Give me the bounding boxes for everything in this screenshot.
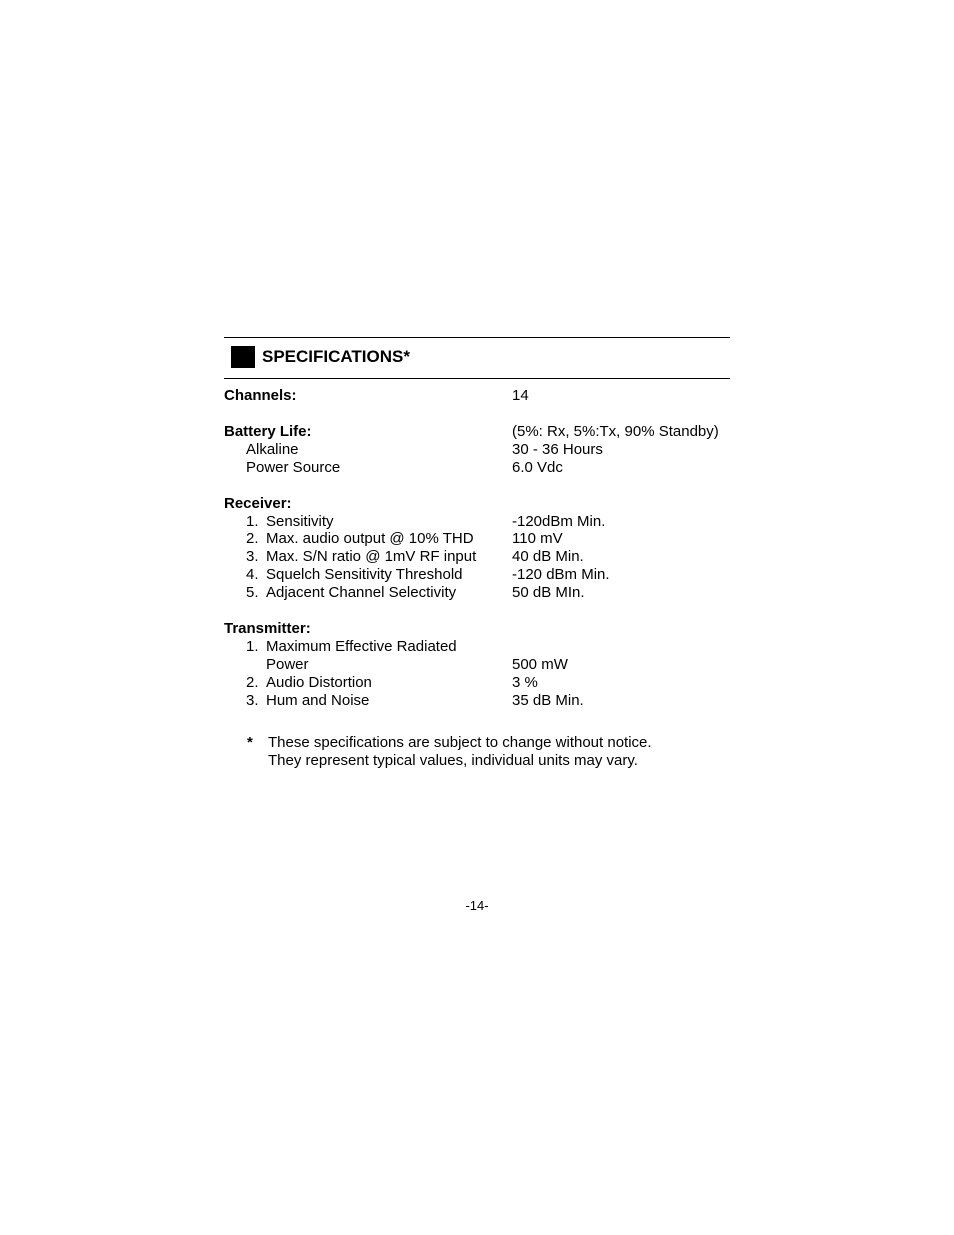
receiver-item-label: Max. S/N ratio @ 1mV RF input bbox=[266, 548, 477, 565]
transmitter-item-label: Hum and Noise bbox=[266, 692, 370, 709]
receiver-item-value: 50 dB MIn. bbox=[512, 584, 585, 601]
transmitter-item-value: 35 dB Min. bbox=[512, 692, 584, 709]
transmitter-item-number: 1. bbox=[246, 638, 259, 655]
channels-label: Channels: bbox=[224, 387, 297, 404]
receiver-label: Receiver: bbox=[224, 495, 292, 512]
battery-power-source-label: Power Source bbox=[246, 459, 341, 476]
battery-power-source-value: 6.0 Vdc bbox=[512, 459, 563, 476]
receiver-item-number: 3. bbox=[246, 548, 259, 565]
transmitter-label: Transmitter: bbox=[224, 620, 311, 637]
channels-value: 14 bbox=[512, 387, 529, 404]
transmitter-item-number: 2. bbox=[246, 674, 259, 691]
receiver-item-label: Adjacent Channel Selectivity bbox=[266, 584, 457, 601]
footnote-line: They represent typical values, individual units may vary. bbox=[268, 752, 638, 769]
battery-life-label: Battery Life: bbox=[224, 423, 312, 440]
transmitter-item-label: Audio Distortion bbox=[266, 674, 372, 691]
transmitter-item-number: 3. bbox=[246, 692, 259, 709]
receiver-item-number: 4. bbox=[246, 566, 259, 583]
receiver-item-label: Max. audio output @ 10% THD bbox=[266, 530, 474, 547]
battery-life-value: (5%: Rx, 5%:Tx, 90% Standby) bbox=[512, 423, 719, 440]
receiver-item-value: -120 dBm Min. bbox=[512, 566, 610, 583]
bottom-rule bbox=[224, 378, 730, 379]
transmitter-item-label: Maximum Effective Radiated bbox=[266, 638, 457, 655]
receiver-item-value: 40 dB Min. bbox=[512, 548, 584, 565]
battery-alkaline-value: 30 - 36 Hours bbox=[512, 441, 603, 458]
top-rule bbox=[224, 337, 730, 338]
battery-alkaline-label: Alkaline bbox=[246, 441, 299, 458]
transmitter-item-label-continued: Power bbox=[266, 656, 309, 673]
footnote-line: These specifications are subject to change without notice. bbox=[268, 734, 652, 751]
transmitter-item-value: 500 mW bbox=[512, 656, 568, 673]
receiver-item-number: 5. bbox=[246, 584, 259, 601]
page-number: -14- bbox=[465, 898, 489, 913]
footnote-marker: * bbox=[247, 734, 253, 751]
transmitter-item-value: 3 % bbox=[512, 674, 538, 691]
heading-title: SPECIFICATIONS* bbox=[262, 347, 410, 366]
receiver-item-value: -120dBm Min. bbox=[512, 513, 606, 530]
receiver-item-label: Sensitivity bbox=[266, 513, 334, 530]
receiver-item-label: Squelch Sensitivity Threshold bbox=[266, 566, 463, 583]
receiver-item-value: 110 mV bbox=[512, 530, 563, 547]
receiver-item-number: 2. bbox=[246, 530, 259, 547]
heading-marker-block bbox=[231, 346, 255, 368]
receiver-item-number: 1. bbox=[246, 513, 259, 530]
section-heading bbox=[231, 345, 410, 369]
